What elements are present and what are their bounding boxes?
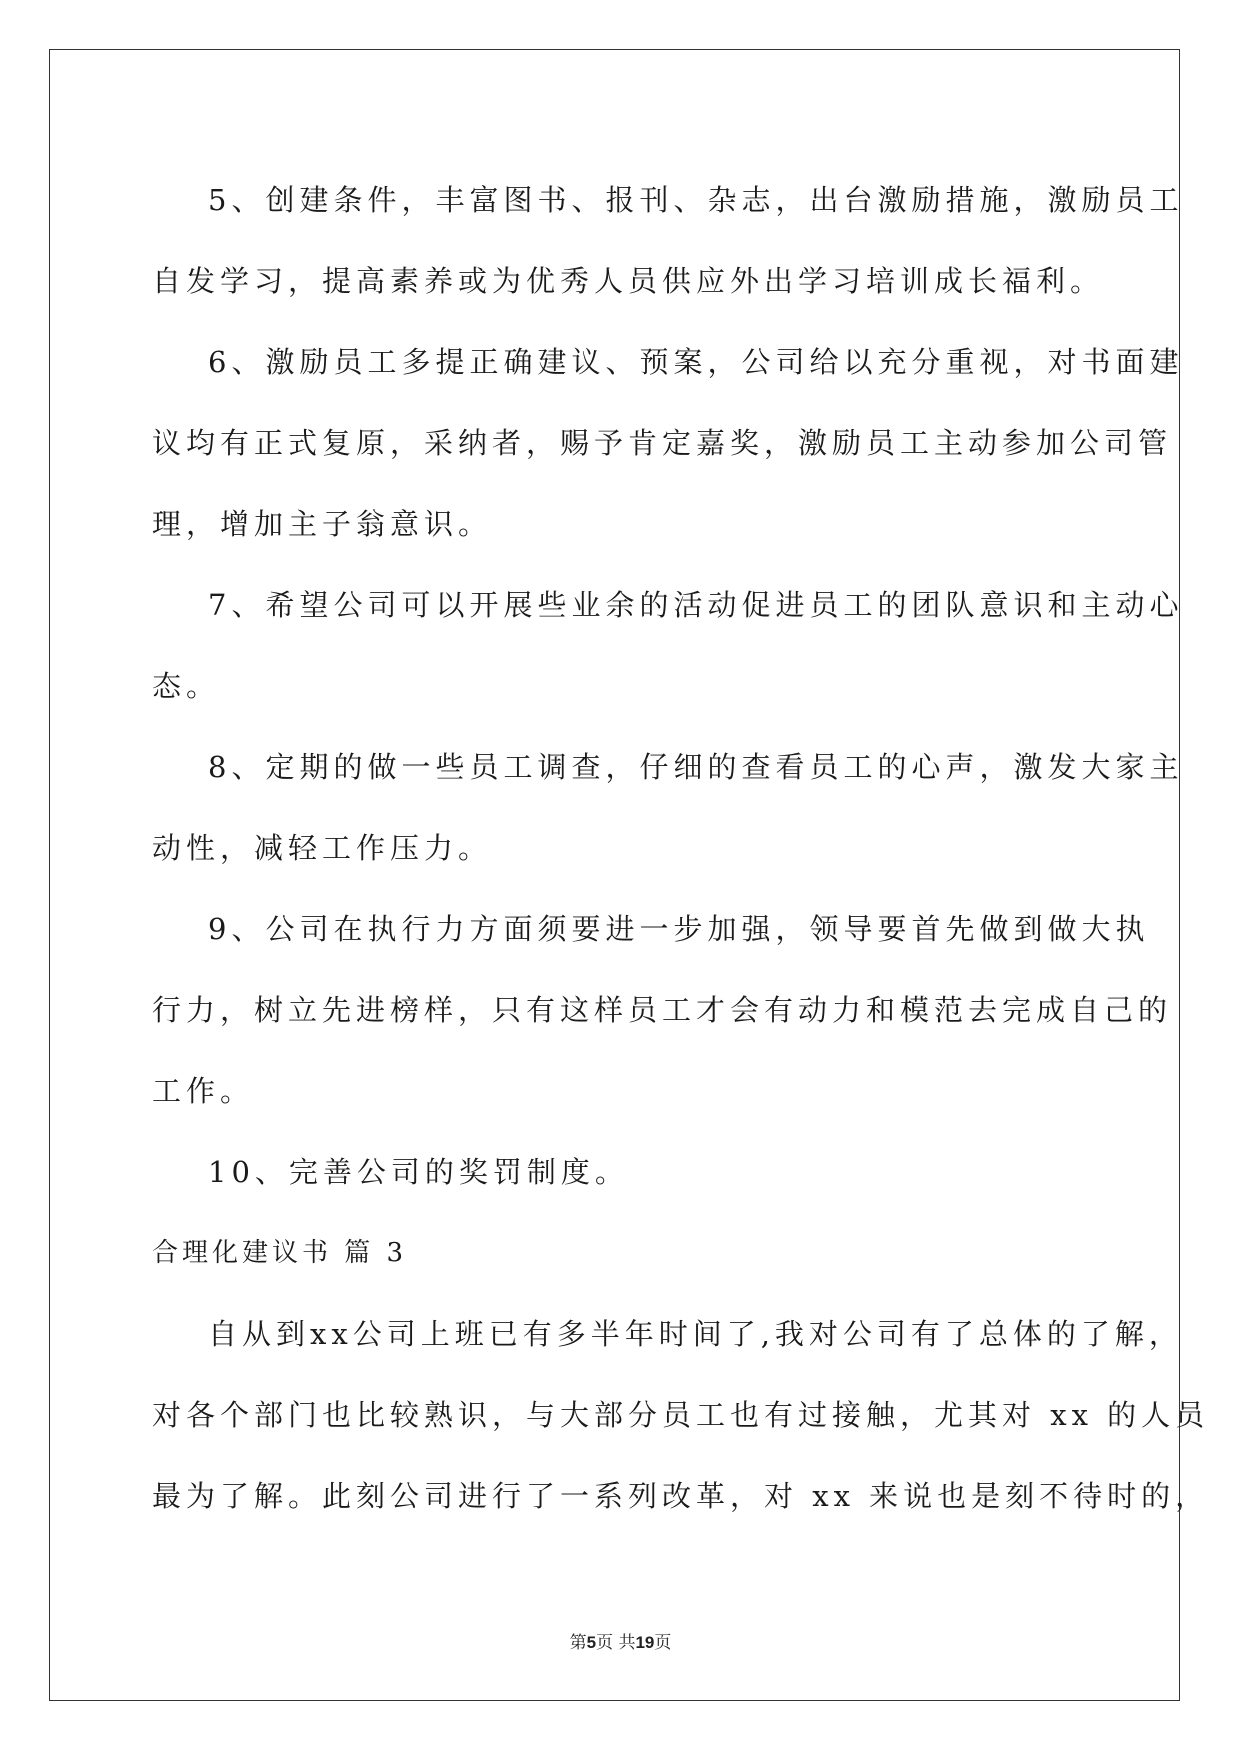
text-line: 工作。 [152,1074,255,1108]
footer-suffix: 页 [654,1633,672,1653]
text-line: 8、定期的做一些员工调查，仔细的查看员工的心声，激发大家主 [208,750,1184,784]
text-line: 行力，树立先进榜样，只有这样员工才会有动力和模范去完成自己的 [152,993,1173,1027]
current-page-number: 5 [586,1633,597,1652]
text-line: 最为了解。此刻公司进行了一系列改革，对 xx 来说也是刻不待时的， [152,1479,1210,1513]
page-footer [0,1628,1241,1653]
text-line: 态。 [152,669,221,703]
document-body [152,160,1210,1537]
text-line: 动性，减轻工作压力。 [152,831,493,865]
text-line: 9、公司在执行力方面须要进一步加强，领导要首先做到做大执 [208,912,1150,946]
section-heading: 合理化建议书 篇 3 [152,1238,408,1268]
text-line: 理，增加主子翁意识。 [152,507,493,541]
footer-mid: 页 共 [596,1633,636,1653]
text-line: 对各个部门也比较熟识，与大部分员工也有过接触，尤其对 xx 的人员 [152,1398,1210,1432]
text-line: 10、完善公司的奖罚制度。 [208,1155,629,1189]
text-line: 6、激励员工多提正确建议、预案，公司给以充分重视，对书面建 [208,345,1184,379]
text-line: 议均有正式复原，采纳者，赐予肯定嘉奖，激励员工主动参加公司管 [152,426,1173,460]
footer-prefix: 第 [569,1633,587,1653]
text-line: 7、希望公司可以开展些业余的活动促进员工的团队意识和主动心 [208,588,1184,622]
text-line: 自从到xx公司上班已有多半年时间了,我对公司有了总体的了解， [208,1317,1183,1351]
text-line: 5、创建条件，丰富图书、报刊、杂志，出台激励措施，激励员工 [208,183,1184,217]
total-pages-number: 19 [635,1633,655,1652]
text-line: 自发学习，提高素养或为优秀人员供应外出学习培训成长福利。 [152,264,1105,298]
